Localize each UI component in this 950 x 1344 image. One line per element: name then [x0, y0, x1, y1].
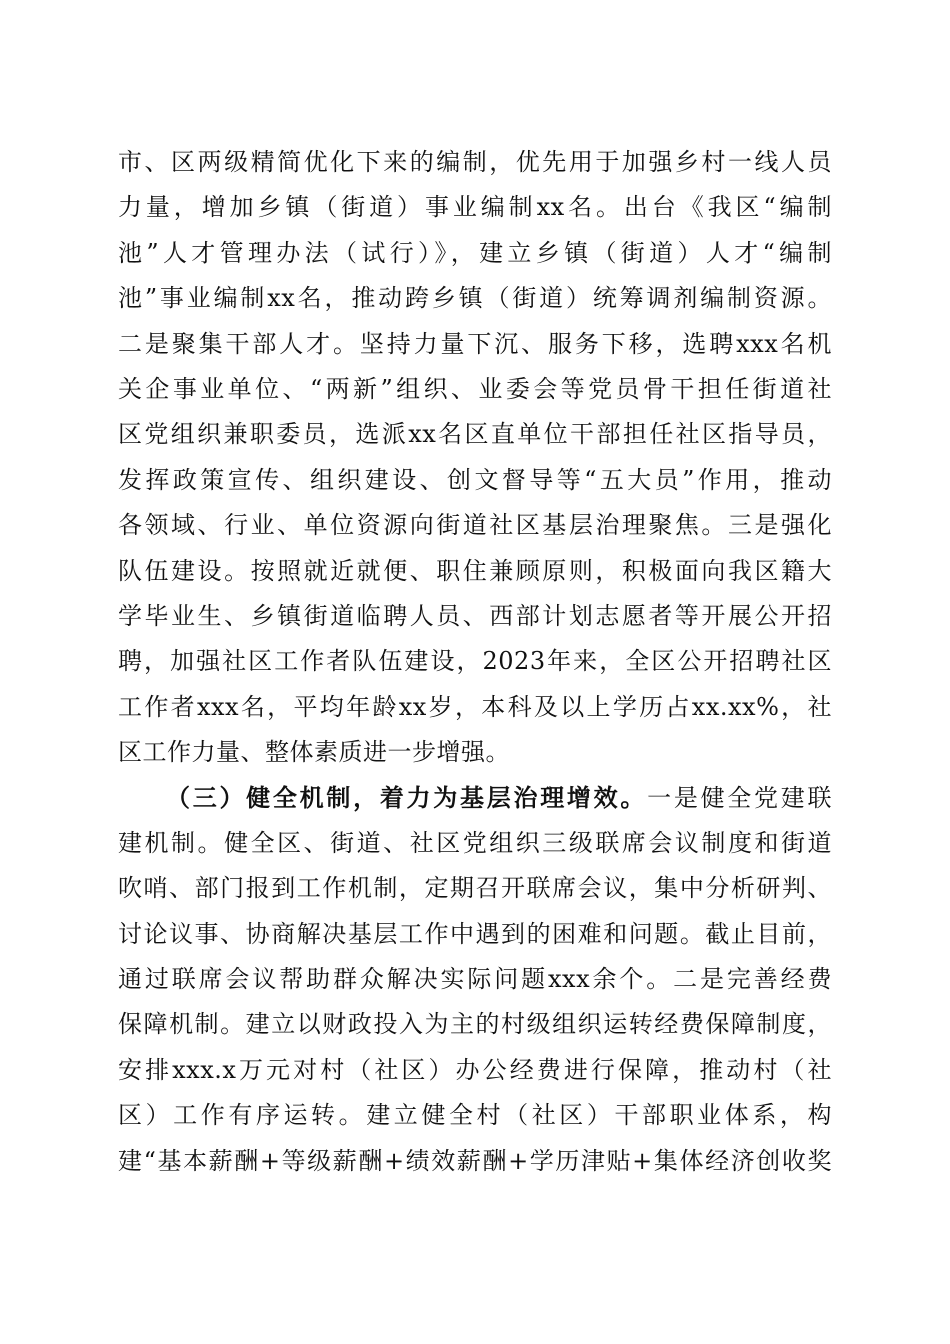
text-line: 区党组织兼职委员，选派xx名区直单位干部担任社区指导员，	[118, 420, 832, 449]
text-line: 建机制。健全区、街道、社区党组织三级联席会议制度和街道	[118, 828, 832, 857]
text-line: 队伍建设。按照就近就便、职住兼顾原则，积极面向我区籍大	[118, 556, 832, 585]
document-page	[118, 140, 832, 1184]
text-line: 池”事业编制xx名，推动跨乡镇（街道）统筹调剂编制资源。	[118, 284, 832, 313]
text-line: 力量，增加乡镇（街道）事业编制xx名。出台《我区“编制	[118, 193, 832, 222]
text-line: 聘，加强社区工作者队伍建设，2023年来，全区公开招聘社区	[118, 647, 832, 676]
text-line: 安排xxx.x万元对村（社区）办公经费进行保障，推动村（社	[118, 1055, 832, 1084]
text-line: 二是聚集干部人才。坚持力量下沉、服务下移，选聘xxx名机	[118, 329, 832, 358]
text-line: 工作者xxx名，平均年龄xx岁，本科及以上学历占xx.xx%，社	[118, 692, 832, 721]
section-3-heading: （三）健全机制，着力为基层治理增效。	[166, 783, 648, 813]
text-line: 讨论议事、协商解决基层工作中遇到的困难和问题。截止目前，	[118, 919, 832, 948]
text-line: 区工作力量、整体素质进一步增强。	[118, 738, 510, 767]
text-line: 关企事业单位、“两新”组织、业委会等党员骨干担任街道社	[118, 374, 832, 403]
text-line: 学毕业生、乡镇街道临聘人员、西部计划志愿者等开展公开招	[118, 601, 832, 630]
section-3-first-line	[118, 775, 832, 820]
text-line: 发挥政策宣传、组织建设、创文督导等“五大员”作用，推动	[118, 465, 832, 494]
text-line: 通过联席会议帮助群众解决实际问题xxx余个。二是完善经费	[118, 965, 832, 994]
section-3-first-line-text: 一是健全党建联	[647, 784, 832, 813]
text-line: 保障机制。建立以财政投入为主的村级组织运转经费保障制度，	[118, 1010, 832, 1039]
text-line: 池”人才管理办法（试行）》，建立乡镇（街道）人才“编制	[118, 238, 832, 267]
text-line: 各领域、行业、单位资源向街道社区基层治理聚焦。三是强化	[118, 511, 832, 540]
text-line: 区）工作有序运转。建立健全村（社区）干部职业体系，构	[118, 1101, 832, 1130]
text-line: 建“基本薪酬+等级薪酬+绩效薪酬+学历津贴+集体经济创收奖	[118, 1146, 832, 1175]
text-line: 市、区两级精简优化下来的编制，优先用于加强乡村一线人员	[118, 148, 832, 176]
text-line: 吹哨、部门报到工作机制，定期召开联席会议，集中分析研判、	[118, 874, 832, 903]
